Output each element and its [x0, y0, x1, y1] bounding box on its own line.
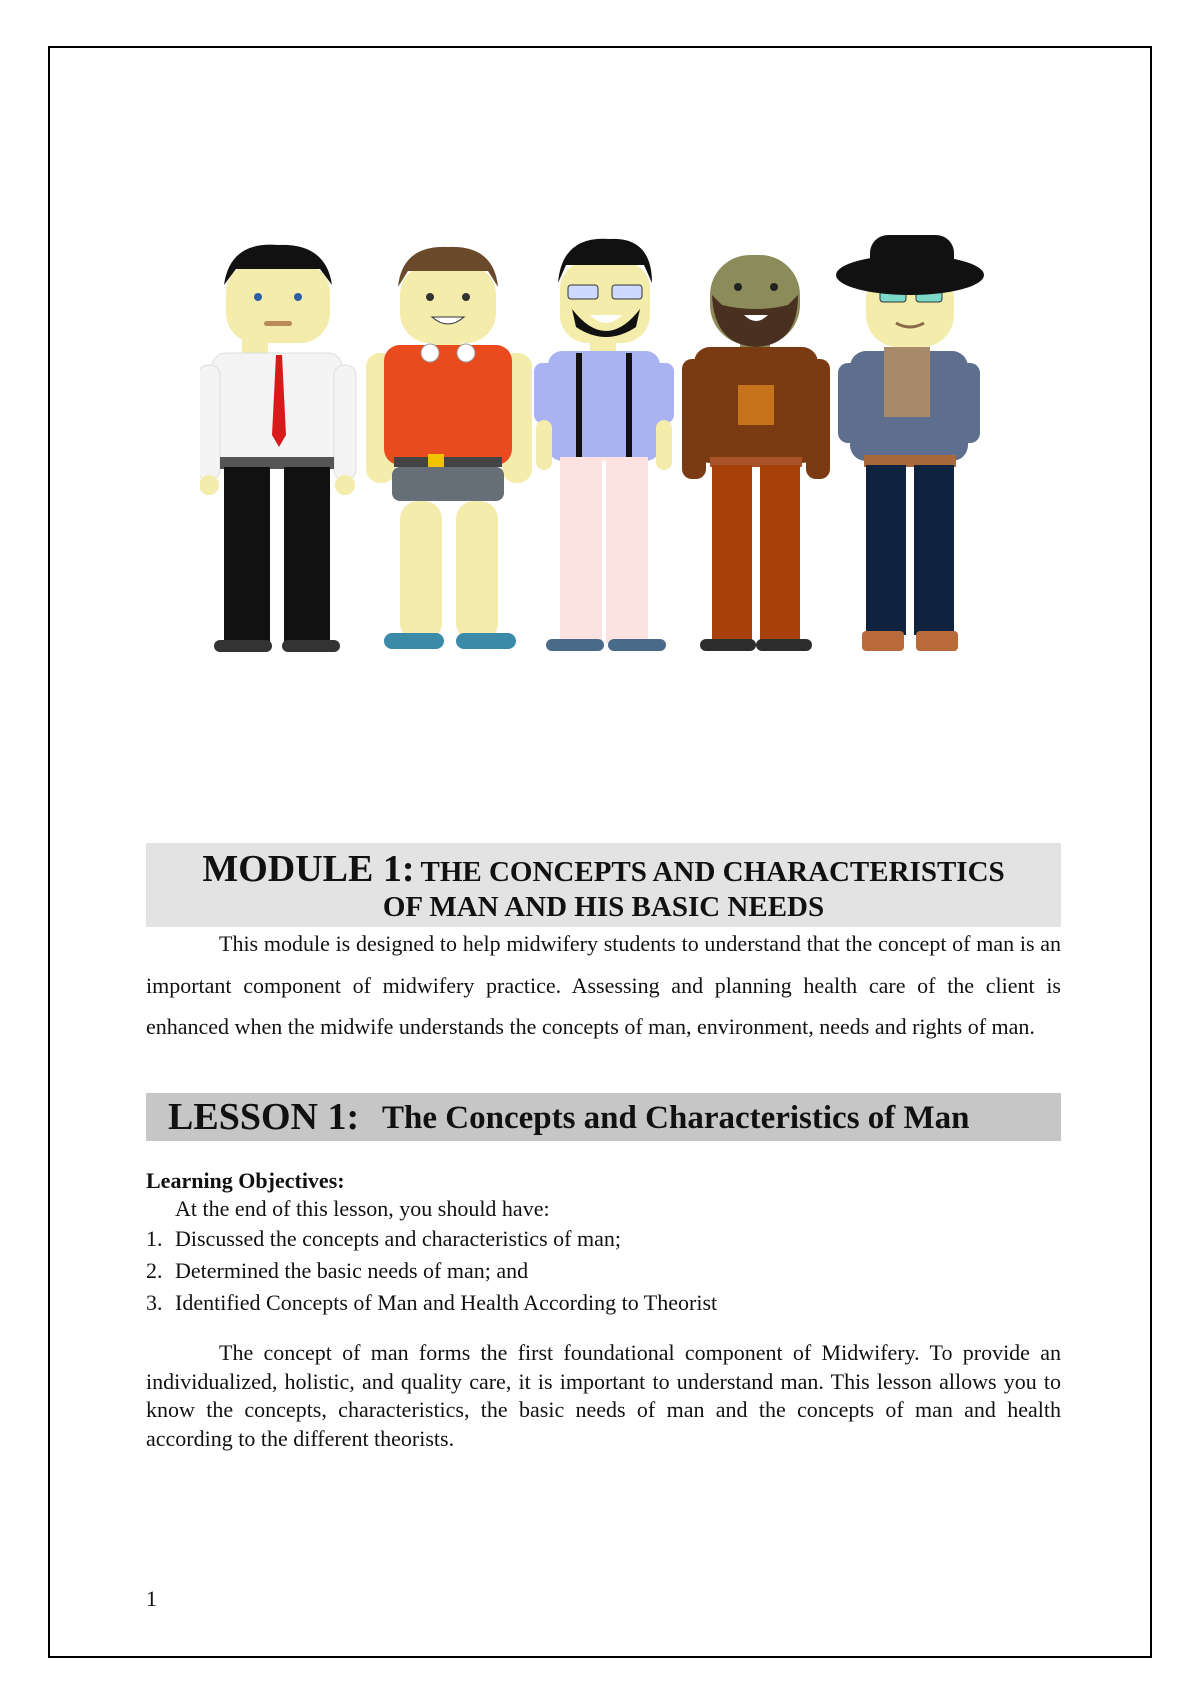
- learning-objectives-intro: At the end of this lesson, you should have:: [175, 1196, 550, 1221]
- page-number: 1: [146, 1586, 157, 1611]
- man-hipster-figure: [534, 239, 674, 651]
- list-item: [146, 1255, 717, 1287]
- list-item: [146, 1287, 717, 1319]
- list-item-text: Identified Concepts of Man and Health According to Theorist: [175, 1290, 718, 1315]
- learning-objectives-list: [146, 1223, 717, 1319]
- man-hat-figure: [836, 235, 984, 651]
- learning-objectives-heading: Learning Objectives:: [146, 1168, 345, 1193]
- list-item-number: 3.: [146, 1290, 163, 1315]
- list-item-text: Discussed the concepts and characteristics of man;: [175, 1226, 621, 1251]
- man-businessman-figure: [200, 245, 356, 652]
- module-title-line2: OF MAN AND HIS BASIC NEEDS: [382, 891, 825, 923]
- module-title-line1: THE CONCEPTS AND CHARACTERISTICS: [420, 856, 1005, 888]
- list-item: [146, 1223, 717, 1255]
- lesson-intro-paragraph: The concept of man forms the first foundational component of Midwifery. To provide an individualized, holistic, and quality care, it is important to understand man. This lesson allows you to know the concepts, characteristics, the basic needs of man and the concepts of man and health according to the different theorists.: [146, 1340, 1061, 1451]
- list-item-number: 1.: [146, 1226, 163, 1251]
- man-athlete-figure: [366, 247, 532, 649]
- lesson-label: LESSON 1:: [168, 1096, 360, 1138]
- list-item-number: 2.: [146, 1258, 163, 1283]
- module-heading-band: [146, 843, 1061, 927]
- list-item-text: Determined the basic needs of man; and: [175, 1258, 529, 1283]
- men-illustration: [200, 235, 1080, 655]
- module-intro-paragraph: This module is designed to help midwifery students to understand that the concept of man is an important component of midwifery practice. Assessing and planning health care of the client is enhanced when the midwife understands the concepts of man, environment, needs and rights of man.: [146, 931, 1061, 1039]
- man-bearded-figure: [682, 255, 830, 651]
- lesson-title: The Concepts and Characteristics of Man: [382, 1100, 970, 1136]
- lesson-heading-band: [146, 1093, 1061, 1141]
- module-heading-line1: [146, 847, 1061, 891]
- module-label: MODULE 1:: [202, 848, 415, 890]
